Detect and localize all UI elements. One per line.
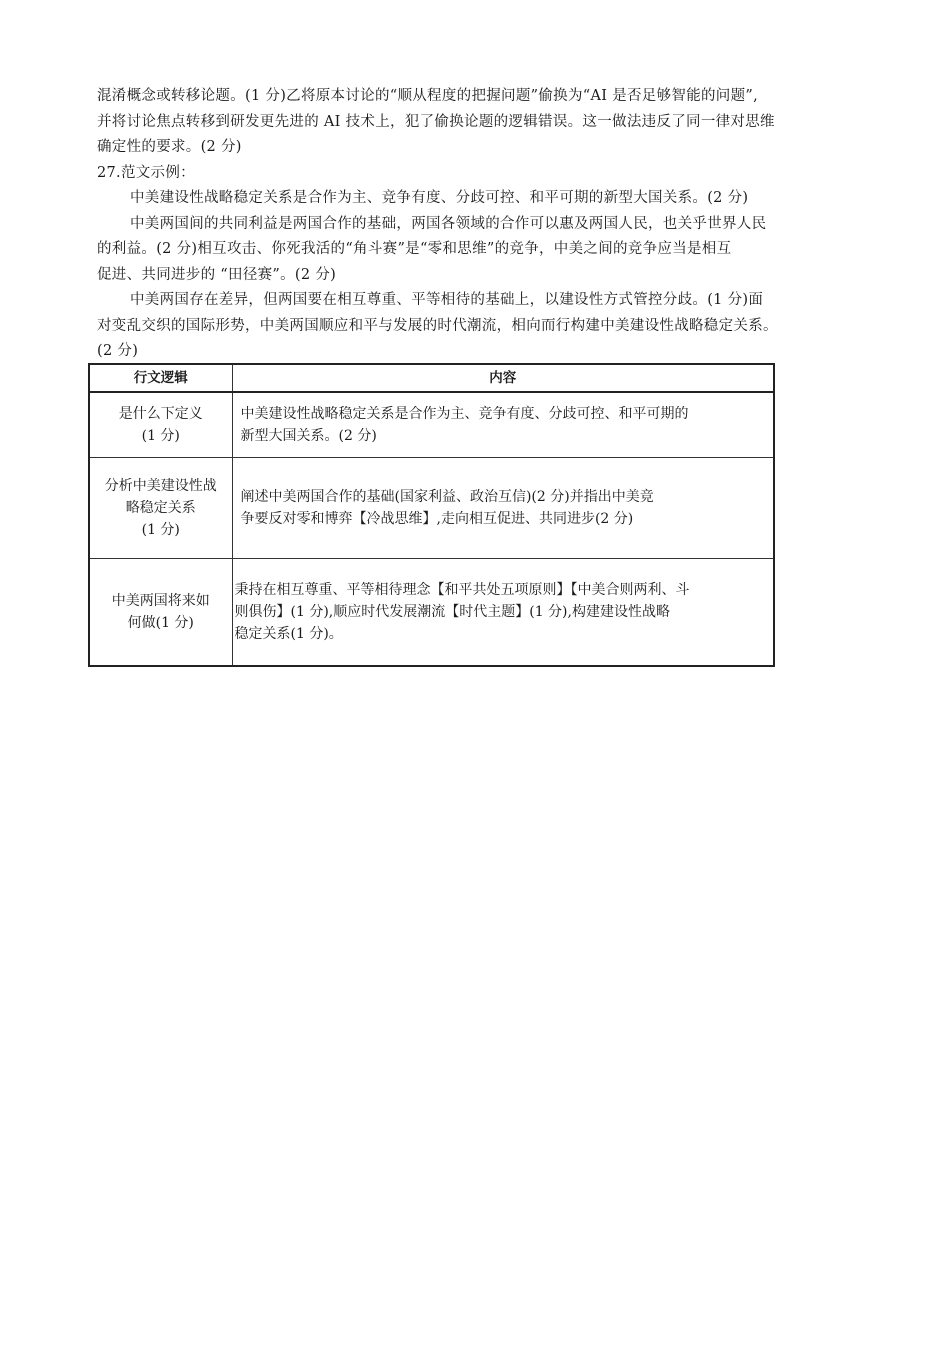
paragraph-line: 中美两国存在差异，但两国要在相互尊重、平等相待的基础上，以建设性方式管控分歧。(1 分)面 <box>130 292 764 308</box>
paragraph-line: 促进、共同进步的 “田径赛”。(2 分) <box>97 266 337 283</box>
cell-line: 是什么下定义 <box>118 406 203 422</box>
answer-text <box>97 84 862 365</box>
cell-line: 秉持在相互尊重、平等相待理念【和平共处五项原则】【中美合则两利、斗 <box>234 582 690 598</box>
paragraph-line: (2 分) <box>97 343 139 359</box>
cell-line: 分析中美建设性战 <box>104 478 217 494</box>
paragraph-line: 并将讨论焦点转移到研发更先进的 AI 技术上，犯了偷换论题的逻辑错误。这一做法违反了同一律对思维 <box>97 113 775 130</box>
content-cell <box>232 458 774 559</box>
cell-line: (1 分) <box>141 522 180 538</box>
content-cell <box>232 392 774 458</box>
table-row <box>89 392 774 458</box>
header-logic: 行文逻辑 <box>89 364 232 392</box>
cell-line: 新型大国关系。(2 分) <box>240 428 377 444</box>
paragraph-line: 确定性的要求。(2 分) <box>97 139 242 155</box>
paragraph-line: 对变乱交织的国际形势，中美两国顺应和平与发展的时代潮流，相向而行构建中美建设性战略稳定关系。 <box>97 317 778 334</box>
logic-cell <box>89 392 232 458</box>
paragraph-line: 混淆概念或转移论题。(1 分)乙将原本讨论的“顺从程度的把握问题”偷换为“AI 是否足够智能的问题”, <box>97 88 759 104</box>
table-row <box>89 458 774 559</box>
paragraph-line: 中美两国间的共同利益是两国合作的基础，两国各领域的合作可以惠及两国人民，也关乎世界人民 <box>130 215 767 232</box>
cell-line: 略稳定关系 <box>125 500 196 516</box>
cell-line: 中美建设性战略稳定关系是合作为主、竞争有度、分歧可控、和平可期的 <box>240 406 689 422</box>
logic-cell <box>89 559 232 667</box>
cell-line: (1 分) <box>141 428 180 444</box>
table-row <box>89 559 774 667</box>
question-number: 27.范文示例： <box>97 164 195 181</box>
logic-cell <box>89 458 232 559</box>
cell-line: 阐述中美两国合作的基础(国家利益、政治互信)(2 分)并指出中美竞 <box>240 489 654 505</box>
content-cell <box>232 559 774 667</box>
paragraph-line: 中美建设性战略稳定关系是合作为主、竞争有度、分歧可控、和平可期的新型大国关系。(2 分) <box>130 190 749 206</box>
header-content: 内容 <box>232 364 774 392</box>
cell-line: 则俱伤】(1 分),顺应时代发展潮流【时代主题】(1 分),构建建设性战略 <box>234 604 670 620</box>
cell-line: 中美两国将来如 <box>111 593 210 609</box>
cell-line: 何做(1 分) <box>127 615 194 631</box>
scoring-table <box>88 363 773 667</box>
cell-line: 争要反对零和博弈【冷战思维】,走向相互促进、共同进步(2 分) <box>240 511 634 527</box>
paragraph-line: 的利益。(2 分)相互攻击、你死我活的“角斗赛”是“零和思维”的竞争，中美之间的竞争应当是相互 <box>97 241 732 257</box>
cell-line: 稳定关系(1 分)。 <box>234 626 343 642</box>
